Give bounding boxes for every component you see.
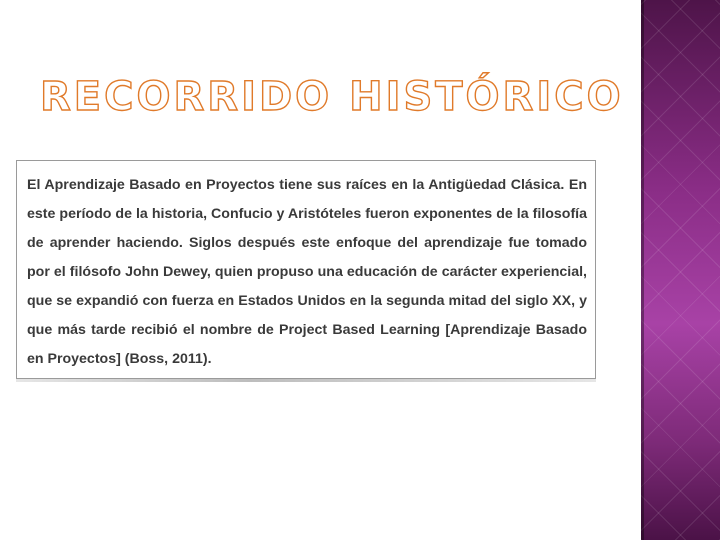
slide-title: RECORRIDO HISTÓRICO bbox=[40, 74, 624, 120]
quote-text: El Aprendizaje Basado en Proyectos tiene sus raíces en la Antigüedad Clásica. En este período de la historia, Confucio y Aristóteles fueron exponentes de la filosofía de aprender haciendo. Siglos después este enfoque del aprendizaje fue tomado por el filósofo John Dewey, quien propuso una educación de carácter experiencial, que se expandió con fuerza en Estados Unidos en la segunda mitad del siglo XX, y que más tarde recibió el nombre de Project Based Learning [Aprendizaje Basado en Proyectos] (Boss, 2011). bbox=[27, 177, 587, 367]
quote-image-box bbox=[16, 160, 596, 379]
decorative-side-panel bbox=[641, 0, 720, 540]
